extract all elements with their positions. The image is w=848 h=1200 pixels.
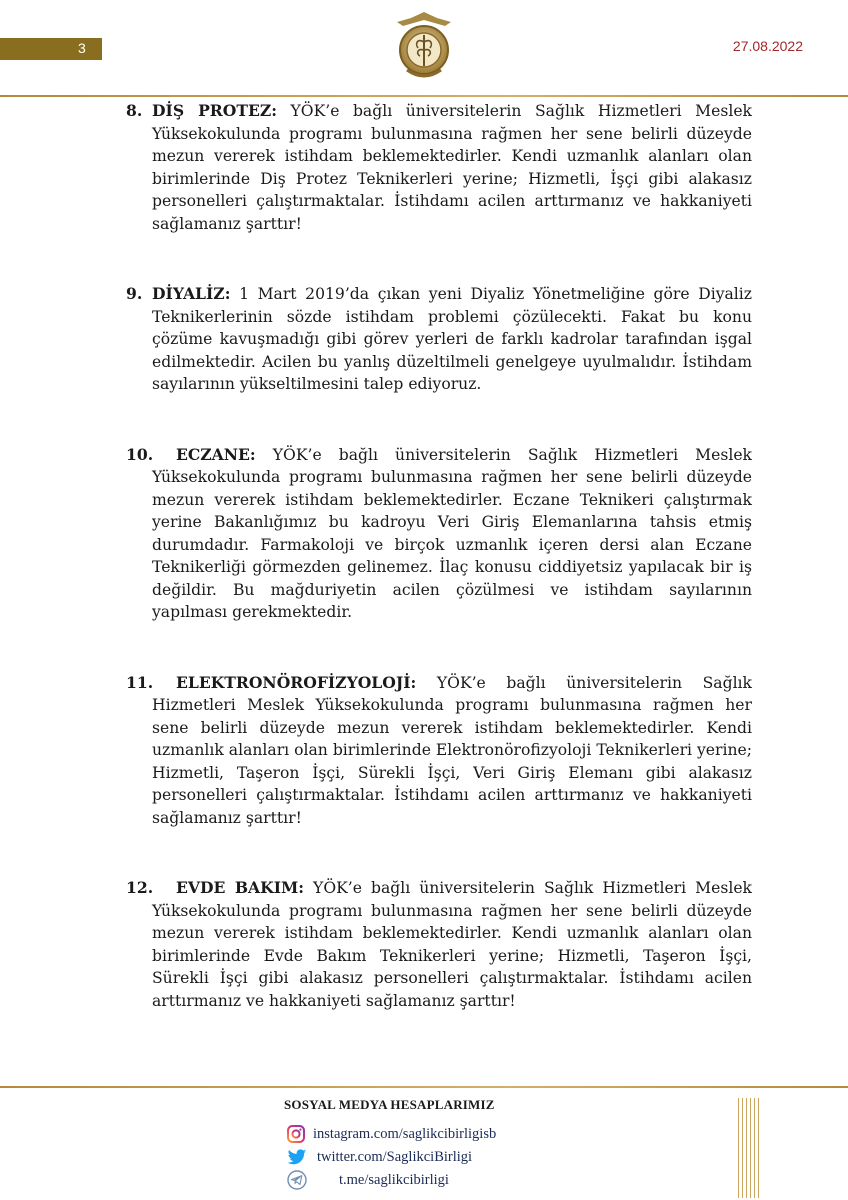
item-number: 9. [126,284,143,303]
footer-divider [0,1086,848,1088]
footer-title: SOSYAL MEDYA HESAPLARIMIZ [284,1097,495,1112]
list-item [126,672,752,830]
telegram-link[interactable] [287,1170,449,1190]
item-number: 12. [126,878,154,897]
list-item [126,877,752,1012]
item-text: YÖK’e bağlı üniversitelerin Sağlık Hizmetleri Meslek Yüksekokulunda programı bulunmasına rağmen her sene belirli düzeyde mezun vererek istihdam beklemektedirler. Kendi uzmanlık alanları olan birimlerinde Diş Protez Teknikerleri yerine; Hizmetli, İşçi gibi alakasız personelleri çalıştırmaktalar. İstihdamı acilen arttırmanız ve hakkaniyeti sağlamanız şarttır! [152,102,753,233]
list-item [126,444,752,624]
header-date: 27.08.2022 [732,38,803,54]
item-number: 11. [126,672,154,692]
telegram-link-text[interactable]: t.me/saglikcibirligi [339,1171,449,1188]
twitter-link[interactable] [287,1147,472,1167]
instagram-link-text[interactable]: instagram.com/saglikcibirligisb [313,1125,497,1142]
telegram-icon [287,1170,307,1190]
page-number: 3 [78,40,86,56]
item-text: YÖK’e bağlı üniversitelerin Sağlık Hizmetleri Meslek Yüksekokulunda programı bulunmasına rağmen her sene belirli düzeyde mezun vererek istihdam beklemektedirler. Kendi uzmanlık alanları olan birimlerinde Elektronörofizyoloji Teknikerleri yerine; Hizmetli, Taşeron İşçi, Sürekli İşçi, Veri Giriş Elemanı gibi alakasız personelleri çalıştırmaktalar. İstihdamı acilen arttırmanız ve hakkaniyeti sağlamanız şarttır! [152,673,752,827]
item-title: DİŞ PROTEZ: [152,101,277,120]
item-text: YÖK’e bağlı üniversitelerin Sağlık Hizmetleri Meslek Yüksekokulunda programı bulunmasına rağmen her sene belirli düzeyde mezun vererek istihdam beklemektedirler. Kendi uzmanlık alanları olan birimlerinde Evde Bakım Teknikerleri yerine; Hizmetli, Taşeron İşçi, Sürekli İşçi gibi alakasız personelleri çalıştırmaktalar. İstihdamı acilen arttırmanız ve hakkaniyeti sağlamanız şarttır! [152,879,752,1010]
instagram-icon [287,1125,305,1143]
item-text: YÖK’e bağlı üniversitelerin Sağlık Hizmetleri Meslek Yüksekokulunda programı bulunmasına rağmen her sene belirli düzeyde mezun vererek istihdam beklemektedirler. Eczane Teknikeri çalıştırmak yerine Bakanlığımız bu kadroyu Veri Giriş Elemanlarına tahsis etmiş durumdadır. Farmakoloji ve birçok uzmanlık içeren dersi alan Eczane Teknikerliği görmezden gelinemez. İlaç konusu ciddiyetsiz yapılacak bir iş değildir. Bu mağduriyetin acilen çözülmesi ve istihdam sayılarının yapılması gerekmektedir. [152,445,752,621]
decorative-stripes [738,1098,762,1198]
item-text: 1 Mart 2019’da çıkan yeni Diyaliz Yönetmeliğine göre Diyaliz Teknikerlerinin sözde istihdam problemi çözülecekti. Fakat bu konu çözüme kavuşmadığı gibi görev yerleri de farklı kadrolar tarafından işgal edilmektedir. Acilen bu yanlış düzeltilmeli genelgeye uyulmalıdır. İstihdam sayılarının yükseltilmesini talep ediyoruz. [152,285,752,393]
item-title: ECZANE: [176,444,256,464]
header-divider [0,95,848,97]
page-number-bar [0,38,102,60]
seal-logo-icon [393,8,455,84]
item-title: DİYALİZ: [152,284,231,303]
twitter-icon [287,1149,307,1166]
item-number: 8. [126,101,143,120]
document-body [126,100,752,1060]
item-title: ELEKTRONÖROFİZYOLOJİ: [176,672,417,692]
item-number: 10. [126,444,154,464]
item-title: EVDE BAKIM: [176,878,305,897]
twitter-link-text[interactable]: twitter.com/SaglikciBirligi [317,1148,473,1165]
list-item [126,100,752,235]
list-item [126,283,752,396]
instagram-link[interactable] [287,1124,496,1144]
